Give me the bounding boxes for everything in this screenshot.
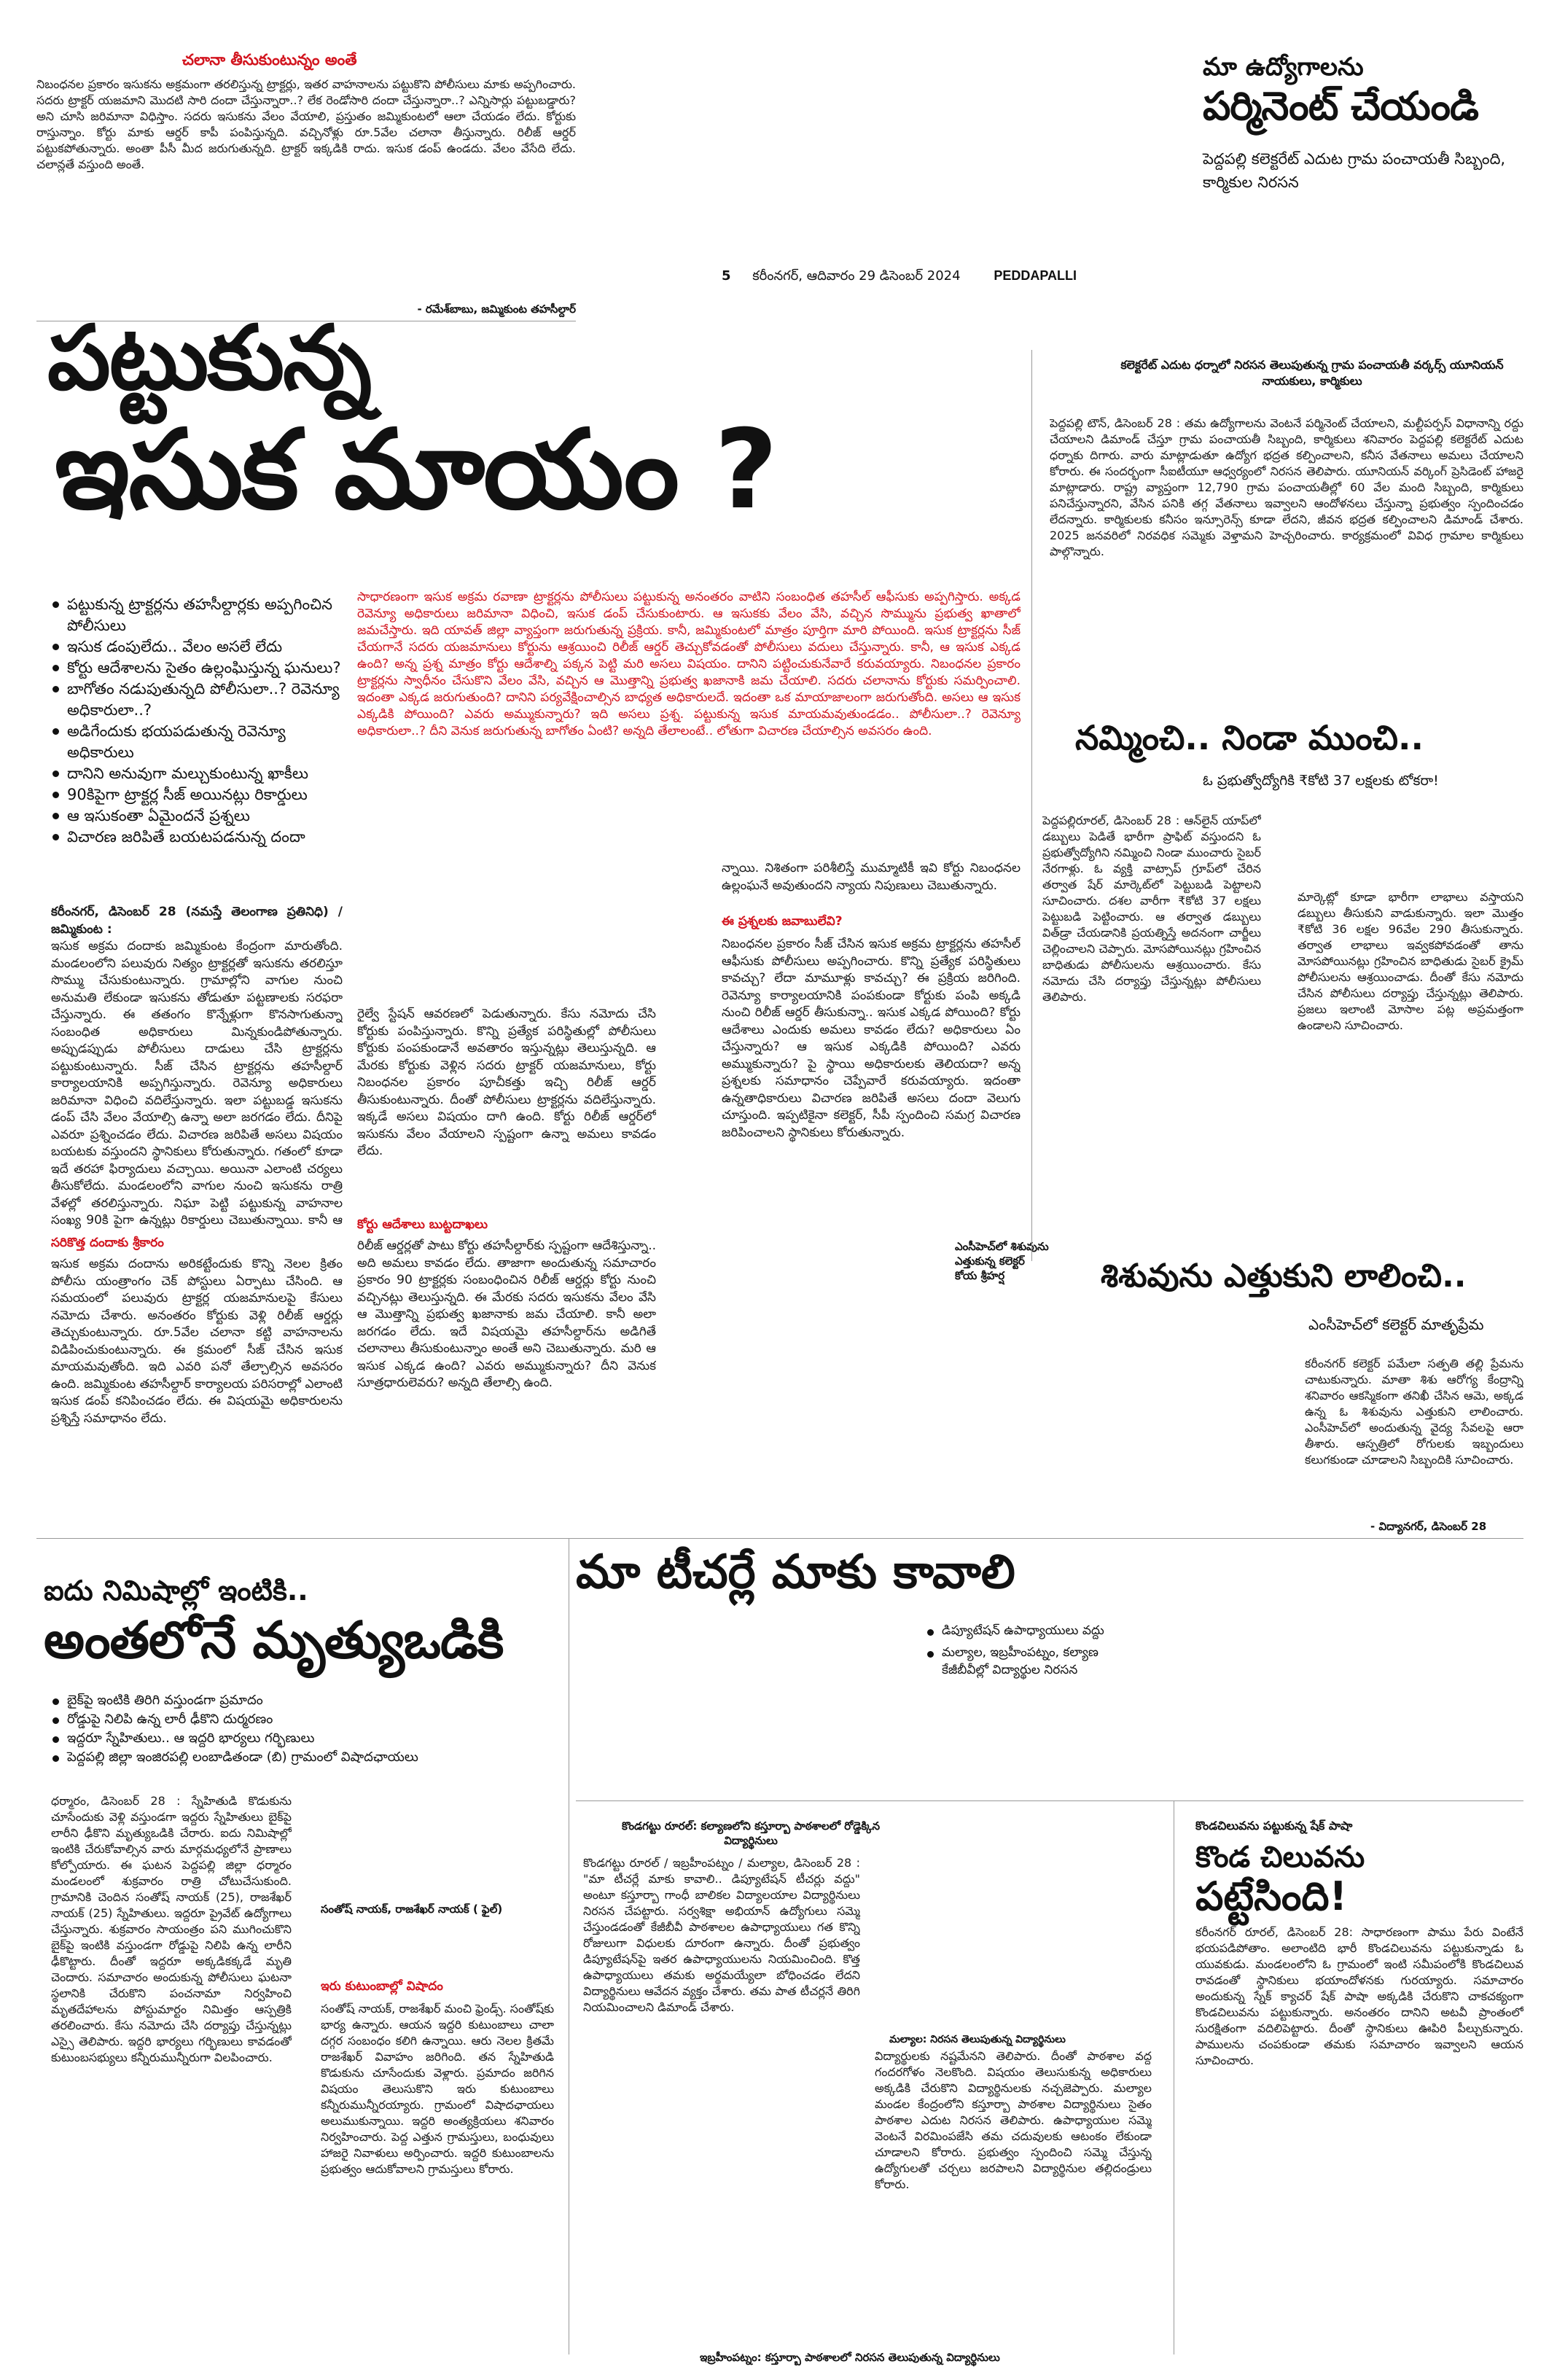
teachers-photo2-caption: మల్యాల: నిరసన తెలుపుతున్న విద్యార్థినులు: [889, 2034, 1066, 2045]
lead-bullet: దానిని అనువుగా మల్చుకుంటున్న ఖాకీలు: [51, 763, 343, 784]
accident-col-1: ధర్మారం, డిసెంబర్ 28 : స్నేహితుడి కొడుకును చూసేందుకు వెళ్లి వస్తుండగా ఇద్దరు స్నేహితులు బైక్‌పై లారీని ఢీకొని మృత్యుఒడికి చేరారు. ఐదు నిమిషాల్లో ఇంటికి చేరుకోవాల్సిన వారు మార్గమధ్యలోనే ప్రాణాలు కోల్పోయారు. ఈ ఘటన పెద్దపల్లి జిల్లా ధర్మారం మండలంలో శుక్రవారం రాత్రి చోటుచేసుకుంది. గ్రామానికి చెందిన సంతోష్ నాయక్ (25), రాజశేఖర్ నాయక్ (25) స్నేహితులు. ఇద్దరూ ప్రైవేట్ ఉద్యోగాలు చేస్తున్నారు. శుక్రవారం సాయంత్రం పని ముగించుకొని బైక్‌పై ఇంటికి వస్తుండగా రోడ్డుపై నిలిపి ఉన్న లారీని ఢీకొట్టారు. దీంతో ఇద్దరూ అక్కడికక్కడే మృతి చెందారు. సమాచారం అందుకున్న పోలీసులు ఘటనా స్థలానికి చేరుకొని పంచనామా నిర్వహించి మృతదేహాలను పోస్టుమార్టం నిమిత్తం ఆస్పత్రికి తరలించారు. కేసు నమోదు చేసి దర్యాప్తు చేస్తున్నట్లు ఎస్సై తెలిపారు. ఇద్దరి భార్యలు గర్భిణులు కావడంతో కుటుంబసభ్యులు కన్నీరుమున్నీరుగా విలపించారు.: [51, 1794, 292, 2064]
masthead: [722, 268, 1159, 290]
lead-col-1: [51, 904, 343, 1443]
nammi-col-b: మార్కెట్లో కూడా భారీగా లాభాలు వస్తాయని డబ్బులు తీసుకుని వాడుకున్నారు. ఇలా మొత్తం ₹కోటి 36 లక్షల 96వేల 290 తీసుకున్నారు. తర్వాత లాభాలు ఇవ్వకపోవడంతో తాను మోసపోయినట్లు గ్రహించిన బాధితుడు సైబర్ క్రైమ్ పోలీసులను ఆశ్రయించాడు. దీంతో కేసు నమోదు చేసిన పోలీసులు దర్యాప్తు చేస్తున్నట్లు తెలిపారు. ప్రజలు ఇలాంటి మోసాల పట్ల అప్రమత్తంగా ఉండాలని సూచించారు.: [1298, 890, 1523, 1032]
lead-byline: కరీంనగర్, డిసెంబర్ 28 (నమస్తే తెలంగాణ ప్రతినిధి) / జమ్మికుంట :: [51, 905, 343, 937]
top-right-line1: మా ఉద్యోగాలను: [1203, 52, 1364, 82]
top-right-story: [1203, 51, 1523, 270]
lead-headline-2: ఇసుక మాయం ?: [55, 407, 777, 534]
credit-line: ఎత్తుకున్న కలెక్టర్: [955, 1255, 1025, 1268]
nammi-subhead: ఓ ప్రభుత్వోద్యోగికి ₹కోటి 37 లక్షలకు టోకరా!: [1203, 773, 1439, 789]
lead-bullet: ఆ ఇసుకంతా ఏమైందనే ప్రశ్నలు: [51, 805, 343, 827]
lead-bullet: అడిగేందుకు భయపడుతున్న రెవెన్యూ అధికారులు: [51, 721, 343, 763]
konda-text: కరీంనగర్ రూరల్, డిసెంబర్ 28: సాధారణంగా పాము పేరు వింటేనే భయపడిపోతాం. అలాంటిది భారీ కొండచిలువను పట్టుకున్నాడు ఓ యువకుడు. మండలంలోని ఓ గ్రామంలో ఇంటి సమీపంలోకి కొండచిలువ రావడంతో స్థానికులు భయాందోళనకు గురయ్యారు. సమాచారం అందుకున్న స్నేక్ క్యాచర్ షేక్ పాషా అక్కడికి చేరుకొని చాకచక్యంగా కొండచిలువను పట్టుకున్నారు. అనంతరం దానిని అటవీ ప్రాంతంలో సురక్షితంగా వదిలిపెట్టారు. దీంతో స్థానికులు ఊపిరి పీల్చుకున్నారు. పాములను చంపకుండా తమకు సమాచారం ఇవ్వాలని ఆయన సూచించారు.: [1195, 1925, 1523, 2067]
dateline: కరీంనగర్, ఆదివారం 29 డిసెంబర్ 2024: [752, 268, 961, 284]
teachers-headline: మా టీచర్లే మాకు కావాలి: [576, 1545, 1015, 1599]
accident-photo-caption: సంతోష్ నాయక్, రాజశేఖర్ నాయక్ ( ఫైల్): [321, 1903, 503, 1916]
divider-lead-bottom: [36, 1538, 1523, 1539]
teachers-bottom-caption: ఇబ్రహీంపట్నం: కస్తూర్బా పాఠశాలలో నిరసన తెలుపుతున్న విద్యార్థినులు: [700, 2351, 1000, 2364]
nammi-col-a: పెద్దపల్లిరూరల్, డిసెంబర్ 28 : ఆన్‌లైన్ యాప్‌లో డబ్బులు పెడితే భారీగా ప్రాఫిట్ వస్తుందని ఓ ప్రభుత్వోద్యోగిని నమ్మించి నిండా ముంచారు సైబర్ నేరగాళ్లు. ఓ వ్యక్తి వాట్సాప్ గ్రూప్‌లో చేరిన తర్వాత షేర్ మార్కెట్‌లో పెట్టుబడి పెట్టాలని సూచించారు. దశల వారీగా ₹కోటి 37 లక్షలు పెట్టుబడి పెట్టించారు. ఆ తర్వాత డబ్బులు విత్‌డ్రా చేయడానికి ప్రయత్నిస్తే అదనంగా చార్జీలు చెల్లించాలని చెప్పారు. మోసపోయినట్లు గ్రహించిన బాధితుడు పోలీసులను ఆశ్రయించారు. కేసు నమోదు చేసి దర్యాప్తు చేస్తున్నట్లు పోలీసులు తెలిపారు.: [1042, 814, 1261, 1004]
accident-bullet: ఇద్దరూ స్నేహితులు.. ఆ ఇద్దరి భార్యలు గర్భిణులు: [51, 1729, 518, 1748]
divider-teachers-subsection: [576, 1800, 1523, 1801]
lead-col2b-text: రిలీజ్ ఆర్డర్లతో పాటు కోర్టు తహసీల్దార్‌కు స్పష్టంగా ఆదేశిస్తున్నా.. అది అమలు కావడం లేదు. తాజాగా అందుతున్న సమాచారం ప్రకారం 90 ట్రాక్టర్లకు సంబంధించిన రిలీజ్ ఆర్డర్లు కోర్టు నుంచి వచ్చినట్లు తెలుస్తున్నది. ఈ మేరకు సదరు ఇసుకను వేలం వేసి ఆ మొత్తాన్ని ప్రభుత్వ ఖజానాకు జమ చేయాలి. కానీ అలా జరగడం లేదు. ఇదే విషయమై తహసీల్దార్‌ను అడిగితే చలానాలు తీసుకుంటున్నాం అంతే అని చెబుతున్నారు. మరి ఆ ఇసుక ఎక్కడ ఉంది? ఎవరు అమ్ముకున్నారు? దీని వెనుక సూత్రధారులెవరు? అన్నది తేలాల్సి ఉంది.: [357, 1238, 656, 1390]
lead-col-2: [357, 904, 656, 1443]
lead-bullet: కోర్టు ఆదేశాలను సైతం ఉల్లంఘిస్తున్న ఘనులు?: [51, 658, 343, 679]
top-left-credit: - రమేశ్‌బాబు, జమ్మికుంట తహసీల్దార్: [417, 303, 576, 316]
lead-bullet: 90కిపైగా ట్రాక్టర్ల సీజ్ అయినట్లు రికార్డులు: [51, 784, 343, 805]
accident-bullet: బైక్‌పై ఇంటికి తిరిగి వస్తుండగా ప్రమాదం: [51, 1691, 518, 1710]
accident-bullet: పెద్దపల్లి జిల్లా ఇంజిరపల్లి లంబాడితండా (బి) గ్రామంలో విషాదఛాయలు: [51, 1748, 518, 1767]
konda-headline-1: కొండ చిలువను: [1195, 1841, 1365, 1874]
teachers-col-1: కొండగట్టు రూరల్ / ఇబ్రహీంపట్నం / మల్యాల, డిసెంబర్ 28 : "మా టీచర్లే మాకు కావాలి.. డిప్యూటేషన్ టీచర్లు వద్దు" అంటూ కస్తూర్బా గాంధీ బాలికల విద్యాలయాల విద్యార్థినులు నిరసన చేపట్టారు. సర్వశిక్షా అభియాన్ ఉద్యోగులు సమ్మె చేస్తుండడంతో కేజీబీవీ పాఠశాలల ఉపాధ్యాయులు గత కొన్ని రోజులుగా విధులకు దూరంగా ఉన్నారు. దీంతో ప్రభుత్వం డిప్యూటేషన్‌పై ఇతర ఉపాధ్యాయులను నియమించింది. కొత్త ఉపాధ్యాయులు తమకు అర్థమయ్యేలా బోధించడం లేదని విద్యార్థినులు ఆవేదన వ్యక్తం చేశారు. తమ పాత టీచర్లనే తిరిగి నియమించాలని డిమాండ్ చేశారు.: [583, 1856, 860, 2014]
lead-col2-text: రైల్వే స్టేషన్ ఆవరణలో పెడుతున్నారు. కేసు నమోదు చేసి కోర్టుకు పంపిస్తున్నారు. కొన్ని ప్రత్యేక పరిస్థితుల్లో పోలీసులు కోర్టుకు పంపకుండానే అవతారం ఇస్తున్నట్లు తెలుస్తున్నది. ఆ మేరకు కోర్టుకు వెళ్లిన సదరు ట్రాక్టర్ యజమానులు, కోర్టు నిబంధనల ప్రకారం పూచీకత్తు ఇచ్చి రిలీజ్ ఆర్డర్ తీసుకుంటున్నారు. దీంతో పోలీసులు ట్రాక్టర్లను వదిలేస్తున్నారు. ఇక్కడే అసలు విషయం దాగి ఉంది. కోర్టు రిలీజ్ ఆర్డర్‌లో ఇసుకను వేలం వేయాలని స్పష్టంగా ఉన్నా అమలు కావడం లేదు.: [357, 1007, 656, 1158]
lead-col2-subhead: కోర్టు ఆదేశాలు బుట్టదాఖలు: [357, 1217, 488, 1232]
panchayat-text: పెద్దపల్లి టౌన్, డిసెంబర్ 28 : తమ ఉద్యోగాలను వెంటనే పర్మినెంట్ చేయాలని, మల్టీపర్పస్ విధానాన్ని రద్దు చేయాలని డిమాండ్ చేస్తూ గ్రామ పంచాయతీ సిబ్బంది, కార్మికులు శనివారం పెద్దపల్లి కలెక్టరేట్ ఎదుట ధర్నాకు దిగారు. వారు మాట్లాడుతూ ఉద్యోగ భద్రత కల్పించాలని, కనీస వేతనాలు అమలు చేయాలని కోరారు. ఈ సందర్భంగా సీఐటీయూ ఆధ్వర్యంలో నిరసన తెలిపారు. యూనియన్ వర్కింగ్ ప్రెసిడెంట్ హాజరై మాట్లాడారు. రాష్ట్ర వ్యాప్తంగా 12,790 గ్రామ పంచాయతీల్లో 60 వేల మంది సిబ్బంది, కార్మికులు పనిచేస్తున్నారని, వేసిన పనికి తగ్గ వేతనాలు ఇవ్వాలని ఆందోళనలు చేస్తున్నా ప్రభుత్వం స్పందించడం లేదన్నారు. కార్మికులకు కనీసం ఇన్సూరెన్స్ కూడా లేదని, జీవన భద్రత కల్పించాలని డిమాండ్ చేశారు. 2025 జనవరిలో నిరవధిక సమ్మెకు వెళ్తామని హెచ్చరించారు. కార్యక్రమంలో వివిధ గ్రామాల కార్మికులు పాల్గొన్నారు.: [1050, 416, 1523, 558]
lead-col3b-text: నిబంధనల ప్రకారం సీజ్ చేసిన ఇసుక అక్రమ ట్రాక్టర్లను తహసీల్ ఆఫీసుకు పోలీసులు అప్పగించారు. కొన్ని ప్రత్యేక పరిస్థితులు కావచ్చు? లేదా మామూళ్లు కావచ్చు? ఈ ప్రక్రియ జరిగింది. రెవెన్యూ కార్యాలయానికి పంపకుండా కోర్టుకు పంపి అక్కడి నుంచి రిలీజ్ ఆర్డర్ తీసుకున్నా.. ఇసుక ఎక్కడ పోయింది? కోర్టు ఆదేశాలు ఎందుకు అమలు కావడం లేదు? అధికారులు ఏం చేస్తున్నారు? ఆ ఇసుక ఎక్కడికి పోయింది? ఎవరు అమ్ముకున్నారు? పై స్థాయి అధికారులకు తెలియదా? అన్న ప్రశ్నలకు సమాధానం చెప్పేవారే కరువయ్యారు. ఇదంతా ఉన్నతాధికారులు విచారణ జరిపితే అసలు దందా వెలుగు చూస్తుంది. ఇప్పటికైనా కలెక్టర్, సీపీ స్పందించి సమగ్ర విచారణ జరిపించాలని స్థానికులు కోరుతున్నారు.: [722, 937, 1021, 1140]
teachers-bullets: [926, 1622, 1115, 1679]
lead-col3-text: న్నాయి. నిశితంగా పరిశీలిస్తే ముమ్మాటికీ ఇవి కోర్టు నిబంధనల ఉల్లంఘనే అవుతుందని న్యాయ నిపుణులు చెబుతున్నారు.: [722, 861, 1021, 893]
lead-bullet: విచారణ జరిపితే బయటపడనున్న దందా: [51, 827, 343, 848]
shishu-headline: శిశువును ఎత్తుకుని లాలించి..: [1101, 1257, 1467, 1295]
accident-bullet: రోడ్డుపై నిలిపి ఉన్న లారీ ఢీకొని దుర్మరణం: [51, 1710, 518, 1729]
credit-line: ఎంసీహెచ్‌లో శిశువును: [955, 1240, 1049, 1253]
panchayat-kicker: కలెక్టరేట్ ఎదుట ధర్నాలో నిరసన తెలుపుతున్న గ్రామ పంచాయతీ వర్కర్స్ యూనియన్ నాయకులు, కార్మికులు: [1120, 358, 1504, 388]
top-left-kicker: చలానా తీసుకుంటున్నం అంతే: [182, 51, 357, 69]
shishu-text: కరీంనగర్ కలెక్టర్ పమేలా సత్పతి తల్లి ప్రేమను చాటుకున్నారు. మాతా శిశు ఆరోగ్య కేంద్రాన్ని శనివారం ఆకస్మికంగా తనిఖీ చేసిన ఆమె, అక్కడ ఉన్న ఓ శిశువును ఎత్తుకుని లాలించారు. ఎంసీహెచ్‌లో అందుతున్న వైద్య సేవలపై ఆరా తీశారు. ఆస్పత్రిలో రోగులకు ఇబ్బందులు కలుగకుండా చూడాలని సిబ్బందికి సూచించారు.: [1305, 1357, 1523, 1467]
accident-bullets: [51, 1691, 518, 1767]
lead-col3-subhead: ఈ ప్రశ్నలకు జవాబులేవి?: [722, 914, 843, 929]
lead-col-3: [722, 860, 1021, 1443]
lead-bullet: ఇసుక డంపులేదు.. వేలం అసలే లేదు: [51, 636, 343, 658]
top-right-headline: పర్మినెంట్ చేయండి: [1203, 83, 1478, 129]
lead-col1b-text: ఇసుక అక్రమ దందాను అరికట్టేందుకు కొన్ని నెలల క్రితం పోలీసు యంత్రాంగం చెక్ పోస్టులు ఏర్పాటు చేసింది. ఆ సమయంలో పలువురు ట్రాక్టర్ల యజమానులపై కేసులు నమోదు చేశారు. అనంతరం కోర్టుకు వెళ్లి రిలీజ్ ఆర్డర్లు తెచ్చుకుంటున్నారు. రూ.5వేల చలానా కట్టి వాహనాలను విడిపించుకుంటున్నారు. ఈ క్రమంలో సీజ్ చేసిన ఇసుక మాయమవుతోంది. ఇది ఎవరి పనో తేల్చాల్సిన అవసరం ఉంది. జమ్మికుంట తహసీల్దార్ కార్యాలయ పరిసరాల్లో ఎలాంటి ఇసుక డంప్ కనిపించడం లేదు. ఈ విషయమై అధికారులను ప్రశ్నిస్తే సమాధానం లేదు.: [51, 1257, 343, 1426]
collector-photo-credit: [955, 1239, 1086, 1283]
lead-bullet: బాగోతం నడుపుతున్నది పోలీసులా..? రెవెన్యూ అధికారులా..?: [51, 679, 343, 721]
nammi-headline: నమ్మించి.. నిండా ముంచి..: [1075, 718, 1424, 757]
lead-col1-text: ఇసుక అక్రమ దందాకు జమ్మికుంట కేంద్రంగా మారుతోంది. మండలంలోని పలువురు నిత్యం ట్రాక్టర్లతో ఇసుకను తరలిస్తూ సొమ్ము చేసుకుంటున్నారు. గ్రామాల్లోని వాగుల నుంచి అనుమతి లేకుండా ఇసుకను తోడుతూ పట్టణాలకు సరఫరా చేస్తున్నారు. ఈ తతంగం కొన్నేళ్లుగా కొనసాగుతున్నా సంబంధిత అధికారులు మిన్నకుండిపోతున్నారు. అప్పుడప్పుడు పోలీసులు దాడులు చేసి ట్రాక్టర్లను పట్టుకుంటున్నారు. సీజ్ చేసిన ట్రాక్టర్లను తహసీల్దార్ కార్యాలయానికి అప్పగిస్తున్నారు. రెవెన్యూ అధికారులు జరిమానా విధించి వదిలేస్తున్నారు. ఇలా పట్టుబడ్డ ఇసుకను డంప్ చేసి వేలం వేయాల్సి ఉన్నా అలా జరగడం లేదు. దీనిపై ఎవరూ ప్రశ్నించడం లేదు. విచారణ జరిపితే అసలు విషయం బయటకు వస్తుందని స్థానికులు కోరుతున్నారు. గతంలో కూడా ఇదే తరహా ఫిర్యాదులు వచ్చాయి. అయినా ఎలాంటి చర్యలు తీసుకోలేదు. మండలంలోని వాగుల నుంచి ఇసుకను రాత్రి వేళల్లో తరలిస్తున్నారు. నిఘా పెట్టి పట్టుకున్న వాహనాల సంఖ్య 90కి పైగా ఉన్నట్లు రికార్డులు చెబుతున్నాయి. కానీ ఆ: [51, 939, 343, 1228]
teachers-col-2: విద్యార్థులకు నష్టమేనని తెలిపారు. దీంతో పాఠశాల వద్ద గందరగోళం నెలకొంది. విషయం తెలుసుకున్న అధికారులు అక్కడికి చేరుకొని విద్యార్థినులకు నచ్చజెప్పారు. మల్యాల మండల కేంద్రంలోని కస్తూర్బా పాఠశాల విద్యార్థినులు సైతం పాఠశాల ఎదుట నిరసన తెలిపారు. ఉపాధ్యాయుల సమ్మె వెంటనే విరమింపజేసి తమ చదువులకు ఆటంకం లేకుండా చూడాలని కోరారు. ప్రభుత్వం స్పందించి సమ్మె చేస్తున్న ఉద్యోగులతో చర్చలు జరపాలని విద్యార్థినుల తల్లిదండ్రులు కోరారు.: [875, 2049, 1152, 2191]
accident-col-2: సంతోష్ నాయక్, రాజశేఖర్ మంచి ఫ్రెండ్స్. సంతోష్‌కు భార్య ఉన్నారు. ఆయన ఇద్దరి కుటుంబాలు చాలా దగ్గర సంబంధం కలిగి ఉన్నాయి. ఆరు నెలల క్రితమే రాజశేఖర్ వివాహం జరిగింది. తన స్నేహితుడి కొడుకును చూసేందుకు వెళ్లారు. ప్రమాదం జరిగిన విషయం తెలుసుకొని ఇరు కుటుంబాలు కన్నీరుమున్నీరయ్యారు. గ్రామంలో విషాదఛాయలు అలుముకున్నాయి. ఇద్దరి అంత్యక్రియలు శనివారం నిర్వహించారు. పెద్ద ఎత్తున గ్రామస్తులు, బంధువులు హాజరై నివాళులు అర్పించారు. ఇద్దరి కుటుంబాలను ప్రభుత్వం ఆదుకోవాలని గ్రామస్తులు కోరారు.: [321, 2002, 554, 2176]
edition-label: PEDDAPALLI: [994, 268, 1077, 283]
lead-bullet: పట్టుకున్న ట్రాక్టర్లను తహసీల్దార్లకు అప్పగించిన పోలీసులు: [51, 594, 343, 636]
lead-intro-red: సాధారణంగా ఇసుక అక్రమ రవాణా ట్రాక్టర్లను పోలీసులు పట్టుకున్న అనంతరం వాటిని సంబంధిత తహసీల్ ఆఫీసుకు అప్పగిస్తారు. అక్కడ రెవెన్యూ అధికారులు జరిమానా విధించి, ఇసుక డంప్ చేసుకుంటారు. ఆ ఇసుకకు వేలం వేసి, వచ్చిన సొమ్మును ప్రభుత్వ ఖాతాలో జమచేస్తారు. ఇది యావత్ జిల్లా వ్యాప్తంగా జరుగుతున్న ప్రక్రియ. కానీ, జమ్మికుంటలో మాత్రం పూర్తిగా మారి పోయింది. ఇసుక ట్రాక్టర్లను సీజ్ చేయగానే సదరు యజమానులు కోర్టును ఆశ్రయించి రిలీజ్ ఆర్డర్ తెచ్చుకోవడంతో పోలీసులు వదులు చేస్తున్నారు. కానీ, ఆ ఇసుక ఎక్కడ ఉంది? అన్న ప్రశ్న మాత్రం కోర్టు ఆదేశాల్ని పక్కన పెట్టి మరి అసలు విషయం. దానిని పట్టించుకునేవారే కరువయ్యారు. నిబంధనల ప్రకారం ట్రాక్టర్లను స్వాధీనం చేసుకొని వేలం వేసి, వచ్చిన ఆ మొత్తాన్ని ప్రభుత్వ ఖజానాకి జమ చేయాలి. సదరు చలానాను కోర్టుకు సమర్పించాలి. ఇదంతా ఎక్కడ జరుగుతుంది? దానిని పర్యవేక్షించాల్సిన బాధ్యత అధికారులదే. ఇదంతా ఒక మాయాజాలంగా జరుగుతోంది. అసలు ఆ ఇసుక ఎక్కడికి పోయింది? ఎవరు అమ్ముకున్నారు? ఇది అసలు ప్రశ్న. పట్టుకున్న ఇసుక మాయమవుతుండడం.. పోలీసులా..? రెవెన్యూ అధికారులా..? దీని వెనుక జరుగుతున్న బాగోతం ఏంటి? అన్నది తేలాలంటే.. లోతుగా విచారణ చేయాల్సిన అవసరం ఉంది.: [357, 590, 1021, 738]
konda-kicker: కొండచిలువను పట్టుకున్న షేక్ పాషా: [1195, 1819, 1353, 1833]
konda-headline-2: పట్టేసింది!: [1195, 1873, 1348, 1919]
accident-col2-subhead: ఇరు కుటుంబాల్లో విషాదం: [321, 1979, 443, 1994]
page-number: 5: [722, 268, 731, 284]
teachers-photo-kicker: కొండగట్టు రూరల్: కల్యాణలోని కస్తూర్బా పాఠశాలలో రోడ్డెక్కిన విద్యార్థినులు: [622, 1819, 880, 1847]
top-left-text: నిబంధనల ప్రకారం ఇసుకను అక్రమంగా తరలిస్తున్న ట్రాక్టర్లు, ఇతర వాహనాలను పట్టుకొని పోలీసులు మాకు అప్పగించారు. సదరు ట్రాక్టర్ యజమాని మొదటి సారి దందా చేస్తున్నారా..? లేక రెండోసారి దందా చేస్తున్నారా..? ఎన్నిసార్లు పట్టుబడ్డారు? అని చూసి జరిమానా విధిస్తాం. సదరు ఇసుకను వేలం వేయాలి, ప్రస్తుతం జమ్మికుంటలో ఆలా చేయడం లేదు. కోర్టుకు రాస్తున్నాం. కోర్టు మాకు ఆర్డర్ కాపీ పంపిస్తున్నది. వచ్చినోళ్లు రూ.5వేల చలానా తీస్తున్నారు. రిలీజ్ ఆర్డర్ పట్టుకపోతున్నారు. అంతా పీసీ మీద జరుగుతున్నది. ట్రాక్టర్ ఇక్కడికి రాదు. ఇసుక డంప్ ఉండదు. వేలం వేసేది లేదు. చలాన్లతే వస్తుంది అంతే.: [36, 77, 576, 171]
divider-lead-right: [1031, 350, 1032, 1261]
top-right-subhead: పెద్దపల్లి కలెక్టరేట్ ఎదుట గ్రామ పంచాయతీ సిబ్బంది, కార్మికుల నిరసన: [1203, 150, 1506, 191]
credit-line: కోయ శ్రీహర్ష: [955, 1269, 1005, 1282]
accident-headline: అంతలోనే మృత్యుఒడికి: [44, 1610, 504, 1670]
shishu-credit: - విద్యానగర్, డిసెంబర్ 28: [1370, 1520, 1487, 1533]
lead-col1-subhead: సరికొత్త దందాకు శ్రీకారం: [51, 1236, 164, 1250]
teachers-bullet: డిప్యూటేషన్ ఉపాధ్యాయులు వద్దు: [926, 1622, 1115, 1639]
accident-kicker: ఐదు నిమిషాల్లో ఇంటికి..: [44, 1575, 308, 1607]
lead-headline-1: పట్టుకున్న: [47, 306, 370, 410]
shishu-subhead: ఎంసీహెచ్‌లో కలెక్టర్ మాతృప్రేమ: [1308, 1316, 1484, 1333]
lead-bullets: [51, 594, 343, 848]
teachers-bullet: మల్యాల, ఇబ్రహీంపట్నం, కల్యాణ కేజీబీవీల్లో విద్యార్థుల నిరసన: [926, 1644, 1115, 1679]
top-left-box: [36, 51, 576, 316]
